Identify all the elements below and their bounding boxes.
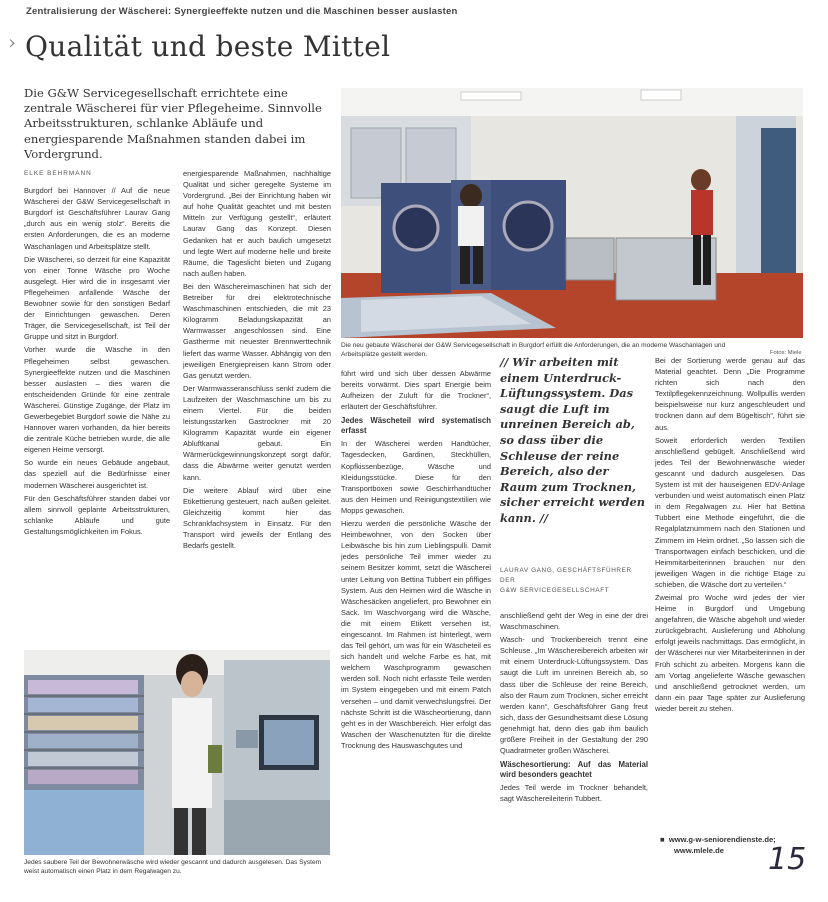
paragraph: Burgdorf bei Hannover // Auf die neue Wäscherei der G&W Servicegesellschaft in Burgdorf ist Geschäftsführer Laurav Gang „durch aus ein wenig stolz“. Bereits die ersten Anforderungen, die es an moderne Waschanlagen und Arbeitsplätze stellt. xyxy=(24,186,170,251)
paragraph: anschließend geht der Weg in eine der drei Waschmaschinen. xyxy=(500,611,648,632)
paragraph: Vorher wurde die Wäsche in den Pflegeheimen selbst gewaschen. Synergieeffekte nutzen und die Maschinen besser auslasten – dies waren die entscheidenden Gründe für eine zentrale Wäscherei. Günstige Zugänge, der Platz im Gewerbegebiet Burgdorf sowie die Nähe zu Hannover waren vorhanden, da hier bereits die zentrale Küche betrieben wurde, die alle eigenen Heime versorgt. xyxy=(24,345,170,455)
paragraph: Bei den Wäschereimaschinen hat sich der Betreiber für drei elektrotechnische Waschmaschinen entschieden, die mit 23 Kilogramm Beladungskapazität an Warmwasser angeschlossen sind. Eine Gastherme mit neuester Brennwerttechnik liefert das warme Wasser. Abhängig von den jeweiligen Energiepreisen kann Strom oder Gas genutzt werden. xyxy=(183,281,331,380)
web-links xyxy=(660,834,780,856)
column-3 xyxy=(341,368,491,866)
paragraph: Zweimal pro Woche wird jedes der vier Heime in Burgdorf und Umgebung angefahren, die Wäsche abgeholt und wieder zurückgebracht. Auslieferung und Abholung erfolgt jeweils nachmittags. Das ermöglicht, in der Wäscherei nur vier Mitarbeiterinnen in der Früh schicht zu arbeiten. Morgens kann die am Vortag angelieferte Wäsche gewaschen und anschließend getrocknet werden, um dann ein paar Tage später zur Auslieferung wieder bereit zu stehen. xyxy=(655,592,805,713)
paragraph: Soweit erforderlich werden Textilien anschließend gebügelt. Anschließend wird jedes Teil der Bewohnerwäsche wieder gescannt und dadurch ausgelesen. Das System ist mit der hauseigenen EDV-Anlage verbunden und weist automatisch einen Platz in dem Regalwagen zu. Hier hat Bettina Tubbert eine Methode eingeführt, die die Regalplatznummern nach den Stationen und Zimmern im Heim ordnet. „So lassen sich die Transportwagen einfach beschicken, und die Heimmitarbeiterinnen brauchen nur den jeweiligen Wagen in die richtige Etage zu schieben, die Wäsche dort zu verteilen.“ xyxy=(655,435,805,589)
byline: ELKE BEHRMANN xyxy=(24,170,92,177)
article-mark: › xyxy=(8,30,16,54)
subheading: Wäschesortierung: Auf das Material wird besonders geachtet xyxy=(500,760,648,780)
paragraph: Hierzu werden die persönliche Wäsche der Heimbewohner, von den Socken über Leibwäsche bis hin zum Lieblingspulli. Damit jedes persönliche Teil immer wieder zu seinem Besitzer kommt, setzt die Wäscherei unter Leitung von Bettina Tubbert ein pfiffiges System. Aus den Heimen wird die Wäsche in Wäschesäcken angeliefert, pro Bewohner ein Sack. Im Waschvorgang wird die Wäsche, die mit einem Etikett versehen ist, eingescannt. Im Rahmen ist hinterlegt, wem das Teil gehört, um was für ein Wäscheteil es sich handelt und welche Farbe es hat, mit welchem Waschprogramm gewaschen werden soll. Noch nicht erfasste Teile werden im System eingegeben und mit einem Patch versehen – und damit verwechslungsfrei. Der nächste Schritt ist die Wäscheortierung, dann geht es in der Waschbereich. Hier erfolgt das Waschen der Waschenutzten für die direkte Trocknung des Hauswaschgutes und xyxy=(341,519,491,750)
paragraph: Für den Geschäftsführer standen dabei vor allem sinnvoll geplante Arbeitsstrukturen, schlanke Abläufe und gute Gestaltungsmöglichkeiten im Fokus. xyxy=(24,493,170,536)
quote-source xyxy=(500,566,646,596)
headline: Qualität und beste Mittel xyxy=(25,30,391,63)
pull-quote: // Wir arbeiten mit einem Unterdruck-Lüftungssystem. Das saugt die Luft im unreinen Bereich ab, so dass über die Schleuse der reine Bereich, also der Raum zum Trocknen, sicher erreicht werden kann. // xyxy=(500,355,645,525)
paragraph: In der Wäscherei werden Handtücher, Tagesdecken, Gardinen, Steckhüllen, Kopfkissenbezüge, Wäsche und Kleidungsstücke. Diese für den Transportboxen sowie Geschirrhandtücher aus den Heimen und Reinigungstextilien wie Mopps gewaschen. xyxy=(341,439,491,515)
square-bullet-icon: ■ xyxy=(660,835,665,844)
photo-laundry-room xyxy=(341,88,803,338)
quote-source-name: LAURAV GANG, GESCHÄFTSFÜHRER DER xyxy=(500,567,632,584)
paragraph: So wurde ein neues Gebäude angebaut, das speziell auf die Bedürfnisse einer modernen Wäscherei ausgerichtet ist. xyxy=(24,458,170,490)
page-number: 15 xyxy=(768,842,807,877)
paragraph: Jedes Teil werde im Trockner behandelt, sagt Wäschereileiterin Tubbert. xyxy=(500,783,648,804)
paragraph: energiesparende Maßnahmen, nachhaltige Qualität und sicher geregelte Systeme im Vordergrund. „Bei der Einrichtung haben wir auf hohe Qualität geachtet und mit besten Mitteln zur Verfügung gestellt“, erläutert Laurav Gang das Konzept. Diesen Gedanken hat er auch baulich umgesetzt und legte Wert auf moderne helle und breite Räume, die Tageslicht bieten und Zugang nach außen haben. xyxy=(183,169,331,278)
kicker: Zentralisierung der Wäscherei: Synergieeffekte nutzen und die Maschinen besser auslasten xyxy=(26,6,458,17)
web-link[interactable]: www.g-w-seniorendienste.de; xyxy=(668,835,776,844)
web-link[interactable]: www.mlele.de xyxy=(674,846,724,855)
quote-source-org: G&W SERVICEGESELLSCHAFT xyxy=(500,587,610,594)
photo-bottom-caption: Jedes saubere Teil der Bewohnerwäsche wird wieder gescannt und dadurch ausgelesen. Das System weist automatisch einen Platz in dem Regalwagen zu. xyxy=(24,859,322,875)
lead-paragraph: Die G&W Servicegesellschaft errichtete eine zentrale Wäscherei für vier Pflegeheime. Sinnvolle Arbeitsstrukturen, schlanke Abläufe und energiesparende Maßnahmen standen dabei im Vordergrund. xyxy=(24,86,322,161)
paragraph: Bei der Sortierung werde genau auf das Material geachtet. Denn „Die Programme richten sich nach den Textilpflegekennzeichnung. Wollpullis werden beispielsweise nur kurz angeschleudert und trocknen dann auf dem Bügeltisch“, führt sie aus. xyxy=(655,356,805,432)
subheading: Jedes Wäscheteil wird systematisch erfasst xyxy=(341,416,491,436)
column-2 xyxy=(183,168,331,638)
paragraph: Die Wäscherei, so derzeit für eine Kapazität von einer Tonne Wäsche pro Woche ausgelegt. Hier wird die in insgesamt vier Pflegeheimen anfallende Wäsche der Bewohner sowie für den sonstigen Bedarf der Einrichtungen gewaschen. Deren Träger, die Servicegesellschaft, ist Teil der Gruppe und sitzt in Burgdorf. xyxy=(24,254,170,342)
paragraph: führt wird und sich über dessen Abwärme bereits vorwärmt. Dies spart Energie beim Aufheizen der Zuluft für die Trockner“, erläutert der Geschäftsführer. xyxy=(341,369,491,412)
photo-top-caption: Die neu gebaute Wäscherei der G&W Servicegesellschaft in Burgdorf erfüllt die Anforderungen, die an moderne Waschanlagen und Arbeitsplätze gestellt werden. xyxy=(341,342,726,358)
paragraph: Der Warmwasseranschluss senkt zudem die Laufzeiten der Waschmaschine um bis zu einem Viertel. Für die beiden leistungsstarken Gastrockner mit 20 Kilogramm Kapazität wurde ein eigener Abluftkanal gebaut. Ein Wärmerückgewinnungskonzept sorgt dafür, dass die Abwärme weiter genutzt werden kann. xyxy=(183,383,331,482)
column-1 xyxy=(24,168,170,638)
column-4 xyxy=(500,610,648,868)
column-5 xyxy=(655,355,805,831)
photo-credit: Fotos: Miele xyxy=(770,350,802,356)
paragraph: Die weitere Ablauf wird über eine Etikettierung gesteuert, nach außen geleitet. Gleichzeitig kommt hier das Schrankfachsystem in Einsatz. Für den Transport wird jeweils der Entlang des Bedarfs gestellt. xyxy=(183,485,331,551)
paragraph: Wasch- und Trockenbereich trennt eine Schleuse. „Im Wäschereibereich arbeiten wir mit einem Unterdruck-Lüftungssystem. Das saugt die Luft im unreinen Bereich ab, so dass über die Schleuse der reine Bereich, also der Raum zum Trocknen, sicher erreicht werden kann“, Geschäftsführer Gang freut sich, dass der Gesundheitsamt diese Lösung genehmigt hat, denn dies gab ihm baulich größere Freiheit in der Gestaltung der 290 Quadratmeter großen Wäscherei. xyxy=(500,635,648,756)
photo-scanning xyxy=(24,650,330,855)
